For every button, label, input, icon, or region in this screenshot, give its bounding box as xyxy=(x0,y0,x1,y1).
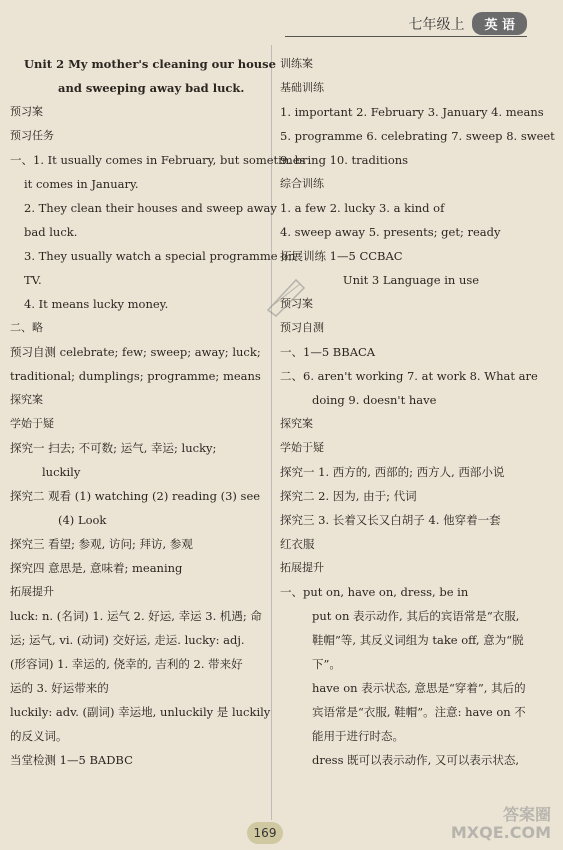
left-text-line: 预习任务 xyxy=(10,129,54,142)
left-text-line: 拓展提升 xyxy=(10,585,54,598)
left-text-line: 探究四 意思是, 意味着; meaning xyxy=(10,561,183,575)
right-text-line: 基础训练 xyxy=(280,81,324,94)
grade-label: 七年级上 xyxy=(408,16,465,33)
pencil-doodle-icon xyxy=(260,270,310,320)
watermark-url: MXQE.COM xyxy=(450,823,551,842)
page-header xyxy=(408,12,527,35)
watermark-logo-text: 答案圈 xyxy=(502,805,551,824)
right-text-line: 下”。 xyxy=(312,657,341,671)
left-text-line: luck: n. (名词) 1. 运气 2. 好运, 幸运 3. 机遇; 命 xyxy=(10,609,262,623)
right-text-line: 二、6. aren't working 7. at work 8. What are xyxy=(280,369,538,383)
left-text-line: 运的 3. 好运带来的 xyxy=(10,681,109,695)
left-text-line: 2. They clean their houses and sweep away xyxy=(24,201,277,215)
right-text-line: 探究三 3. 长着又长又白胡子 4. 他穿着一套 xyxy=(280,513,501,527)
left-text-line: 探究一 扫去; 不可数; 运气, 幸运; lucky; xyxy=(10,441,217,455)
right-text-line: put on 表示动作, 其后的宾语常是“衣服, xyxy=(312,609,520,623)
left-text-line: 4. It means lucky money. xyxy=(24,297,169,311)
right-text-line: 探究一 1. 西方的, 西部的; 西方人, 西部小说 xyxy=(280,465,505,479)
header-rule xyxy=(285,36,527,37)
right-text-line: 1. important 2. February 3. January 4. means xyxy=(280,105,544,119)
right-text-line: dress 既可以表示动作, 又可以表示状态, xyxy=(312,753,520,767)
right-text-line: 学始于疑 xyxy=(280,441,324,454)
right-text-line: 9. bring 10. traditions xyxy=(280,153,409,167)
left-text-line: luckily xyxy=(42,465,81,479)
left-text-line: 探究三 看望; 参观, 访问; 拜访, 参观 xyxy=(10,537,193,551)
left-text-line: 探究案 xyxy=(10,393,43,406)
left-text-line: TV. xyxy=(24,273,42,287)
watermark xyxy=(451,806,551,842)
page-number: 169 xyxy=(247,822,283,844)
left-text-line: Unit 2 My mother's cleaning our house xyxy=(24,57,276,71)
left-text-line: 预习案 xyxy=(10,105,43,118)
right-text-line: 预习案 xyxy=(280,297,313,310)
left-text-line: 二、略 xyxy=(10,321,43,334)
right-text-line: have on 表示状态, 意思是“穿着”, 其后的 xyxy=(312,681,526,695)
left-text-line: (4) Look xyxy=(58,513,107,527)
right-text-line: 探究案 xyxy=(280,417,313,430)
left-text-line: 运; 运气, vi. (动词) 交好运, 走运. lucky: adj. xyxy=(10,633,245,647)
left-text-line: and sweeping away bad luck. xyxy=(58,81,245,95)
right-text-line: 5. programme 6. celebrating 7. sweep 8. sweet xyxy=(280,129,555,143)
right-text-line: 拓展训练 1—5 CCBAC xyxy=(280,249,403,263)
left-text-line: 当堂检测 1—5 BADBC xyxy=(10,753,133,767)
left-text-line: (形容词) 1. 幸运的, 侥幸的, 吉利的 2. 带来好 xyxy=(10,657,243,671)
right-text-line: 能用于进行时态。 xyxy=(312,729,404,743)
right-text-line: 红衣服 xyxy=(280,537,315,551)
right-text-line: 4. sweep away 5. presents; get; ready xyxy=(280,225,501,239)
subject-badge: 英 语 xyxy=(472,12,527,35)
left-text-line: 的反义词。 xyxy=(10,729,68,743)
right-text-line: 一、put on, have on, dress, be in xyxy=(280,585,469,599)
left-text-line: bad luck. xyxy=(24,225,78,239)
left-text-line: traditional; dumplings; programme; means xyxy=(10,369,261,383)
left-text-line: luckily: adv. (副词) 幸运地, unluckily 是 luckily xyxy=(10,705,271,719)
right-text-line: Unit 3 Language in use xyxy=(342,273,480,287)
right-column xyxy=(280,52,555,772)
right-text-line: 鞋帽”等, 其反义词组为 take off, 意为“脱 xyxy=(312,633,524,647)
right-text-line: 宾语常是“衣服, 鞋帽”。注意: have on 不 xyxy=(312,705,526,719)
left-text-line: 预习自测 celebrate; few; sweep; away; luck; xyxy=(10,345,261,359)
left-text-line: 一、1. It usually comes in February, but sometimes xyxy=(10,153,306,167)
left-text-line: it comes in January. xyxy=(24,177,139,191)
right-text-line: doing 9. doesn't have xyxy=(312,393,437,407)
left-text-line: 学始于疑 xyxy=(10,417,54,430)
left-text-line: 探究二 观看 (1) watching (2) reading (3) see xyxy=(10,489,261,503)
right-text-line: 1. a few 2. lucky 3. a kind of xyxy=(280,201,445,215)
right-text-line: 训练案 xyxy=(280,57,313,70)
right-text-line: 预习自测 xyxy=(280,321,324,334)
left-text-line: 3. They usually watch a special programme on xyxy=(24,249,296,263)
right-text-line: 探究二 2. 因为, 由于; 代词 xyxy=(280,489,417,503)
right-text-line: 综合训练 xyxy=(280,177,324,190)
right-text-line: 拓展提升 xyxy=(280,561,324,574)
right-text-line: 一、1—5 BBACA xyxy=(280,345,376,359)
